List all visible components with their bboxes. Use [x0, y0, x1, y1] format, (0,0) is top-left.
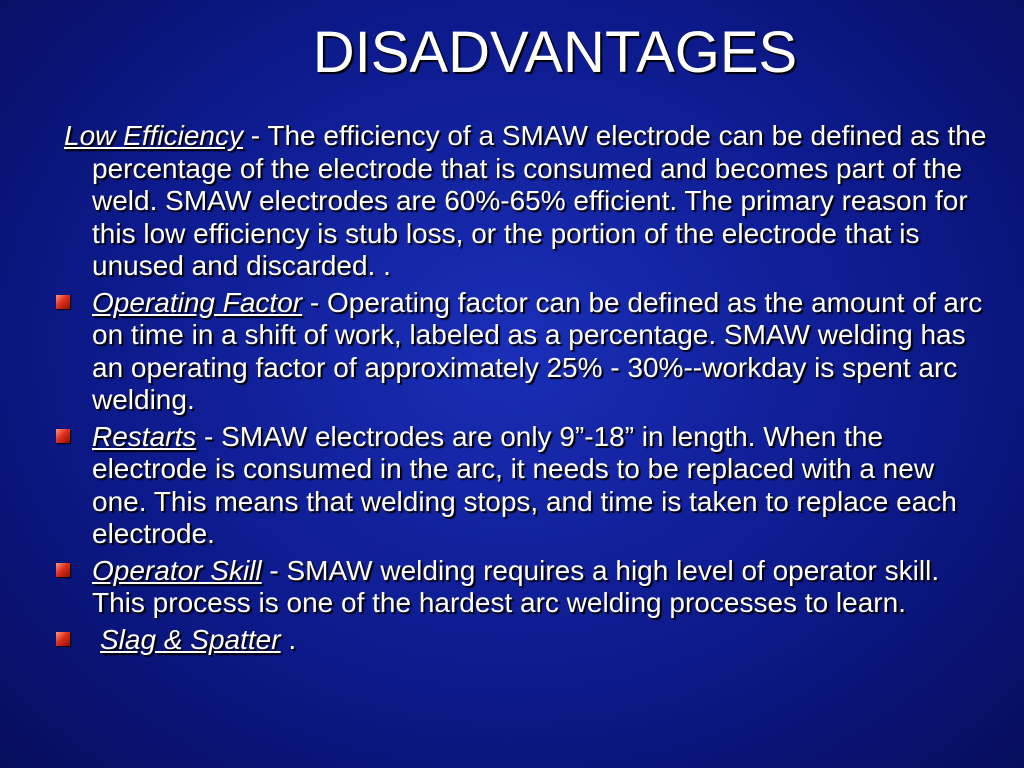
bullet-text: .	[280, 623, 297, 655]
bullet-text: - SMAW electrodes are only 9”-18” in length. When the electrode is consumed in the arc, it needs to be replaced with a new one. This means that welding stops, and time is taken to replace each electrode.	[92, 420, 957, 549]
bullet-item-low-efficiency	[48, 120, 988, 283]
bullet-text: - Operating factor can be defined as the amount of arc on time in a shift of work, labeled as a percentage. SMAW welding has an operating factor of approximately 25% - 30%--workday is spent arc welding.	[92, 286, 983, 415]
bullet-text: - The efficiency of a SMAW electrode can be defined as the percentage of the electrode that is consumed and becomes part of the weld. SMAW electrodes are 60%-65% efficient. The primary reason for this low efficiency is stub loss, or the portion of the electrode that is unused and discarded. .	[92, 120, 987, 281]
bullet-term: Operating Factor	[92, 286, 303, 318]
bullet-list	[48, 120, 988, 660]
bullet-term: Operator Skill	[92, 554, 262, 586]
bullet-item-restarts	[48, 421, 988, 551]
square-bullet-icon	[56, 295, 70, 309]
bullet-item-operating-factor	[48, 287, 988, 417]
bullet-item-slag-spatter	[48, 624, 988, 657]
bullet-term: Low Efficiency	[64, 120, 243, 151]
bullet-text: - SMAW welding requires a high level of operator skill. This process is one of the hardest arc welding processes to learn.	[92, 554, 940, 618]
bullet-term: Restarts	[92, 420, 197, 452]
square-bullet-icon	[56, 563, 70, 577]
slide-title: DISADVANTAGES	[312, 20, 798, 85]
bullet-item-operator-skill	[48, 555, 988, 620]
square-bullet-icon	[56, 429, 70, 443]
square-bullet-icon	[56, 632, 70, 646]
bullet-term: Slag & Spatter	[100, 623, 281, 655]
